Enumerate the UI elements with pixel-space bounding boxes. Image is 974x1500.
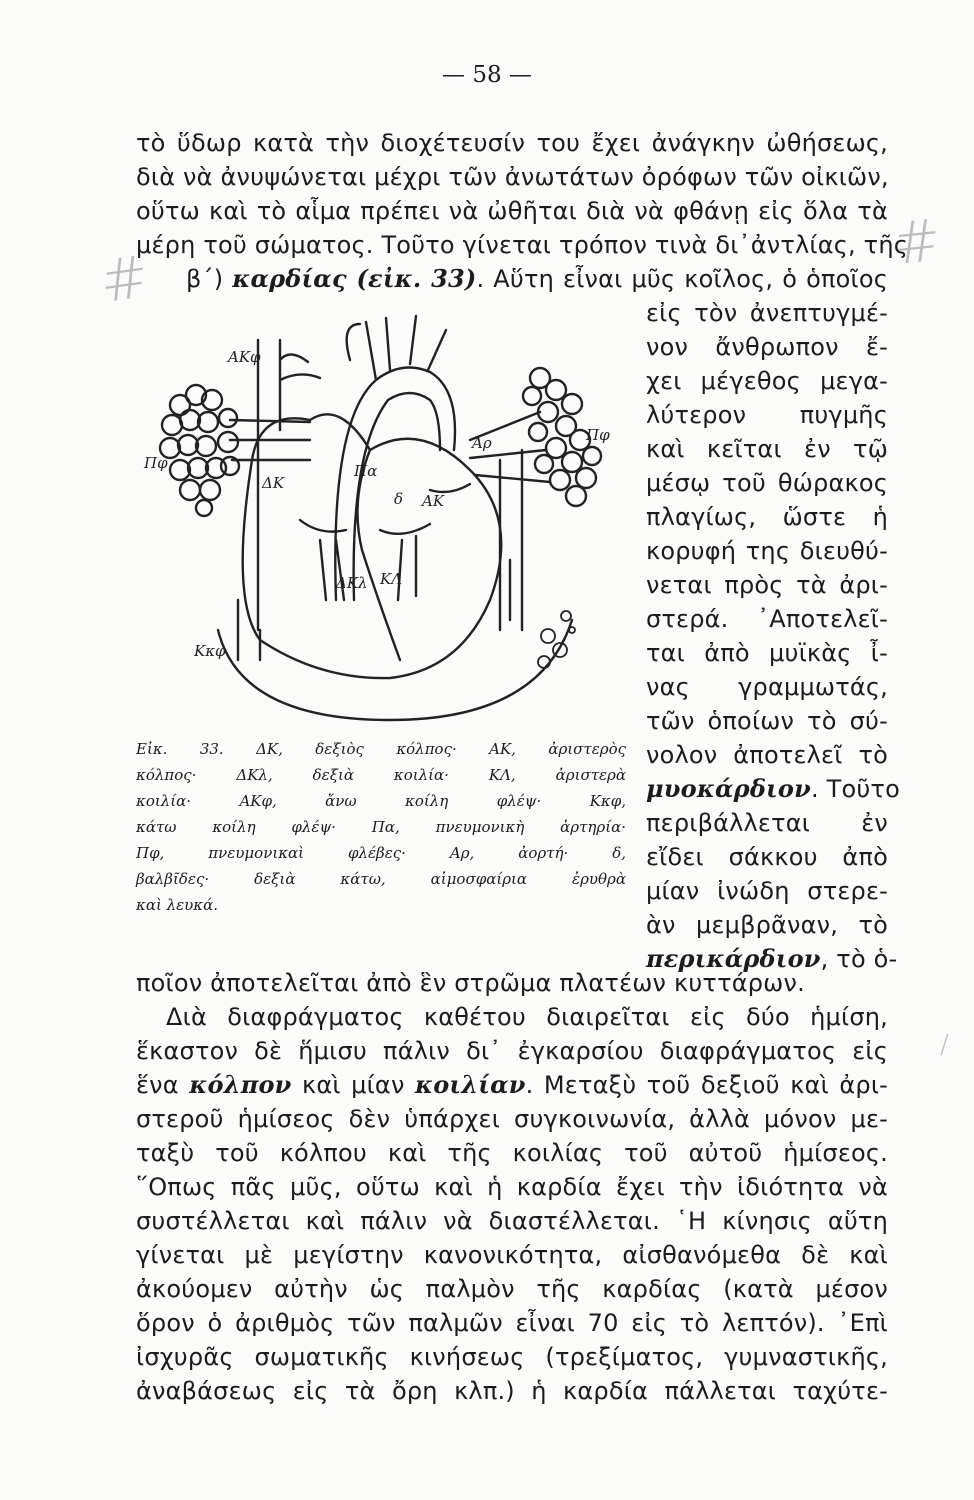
text-line: ἕκαστον δὲ ἥμισυ πάλιν δι᾽ ἐγκαρσίου διαφράγματος εἰς bbox=[136, 1037, 888, 1065]
figure-label: ΚΛ bbox=[380, 570, 403, 588]
text-line: γίνεται μὲ μεγίστην κανονικότητα, αἰσθανόμεθα δὲ καὶ bbox=[136, 1241, 888, 1269]
text-line: Διὰ διαφράγματος καθέτου διαιρεῖται εἰς δύο ἡμίση, bbox=[166, 1003, 888, 1031]
figure-label: ΑΚφ bbox=[228, 348, 261, 366]
text-line: τὸ ὕδωρ κατὰ τὴν διοχέτευσίν του ἔχει ἀνάγκην ὠθήσεως, bbox=[136, 129, 888, 157]
column-line bbox=[646, 772, 900, 806]
column-line: κορυφή της διευθύ- bbox=[646, 537, 888, 565]
text-span: καὶ μίαν bbox=[291, 1071, 416, 1099]
column-line: λύτερον πυγμῆς bbox=[646, 401, 888, 429]
column-line: νολον ἀποτελεῖ τὸ bbox=[646, 741, 888, 769]
caption-line: Πφ, πνευμονικαὶ φλέβες· Αρ, ἀορτή· δ, bbox=[136, 844, 626, 862]
column-line: στερά. ᾿Αποτελεῖ- bbox=[646, 605, 888, 633]
column-line: τῶν ὁποίων τὸ σύ- bbox=[646, 707, 888, 735]
text-line: οὕτω καὶ τὸ αἷμα πρέπει νὰ ὠθῆται διὰ νὰ φθάνῃ εἰς ὅλα τὰ bbox=[136, 197, 888, 225]
term-myokardion: μυοκάρδιον bbox=[646, 774, 811, 803]
column-line: ὰν μεμβρᾶναν, τὸ bbox=[646, 911, 888, 939]
column-line: νον ἄνθρωπον ἔ- bbox=[646, 333, 888, 361]
margin-mark-left: # bbox=[95, 241, 154, 317]
figure-label: ΔΚ bbox=[262, 474, 285, 492]
term-koilia: κοιλίαν bbox=[415, 1070, 526, 1099]
caption-line: βαλβῖδες· δεξιὰ κάτω, αἱμοσφαίρια ἐρυθρὰ bbox=[136, 870, 626, 888]
term-kardia: καρδίας (εἰκ. 33) bbox=[232, 264, 477, 293]
text-line: διὰ νὰ ἀνυψώνεται μέχρι τῶν ἀνωτάτων ὀρόφων τῶν οἰκιῶν, bbox=[136, 163, 889, 191]
text-line: στεροῦ ἡμίσεος δὲν ὑπάρχει συγκοινωνία, ἀλλὰ μόνον με- bbox=[136, 1105, 888, 1133]
column-line: νας γραμμωτάς, bbox=[646, 673, 888, 701]
figure-label: Πα bbox=[354, 462, 378, 480]
figure-label: ΑΚ bbox=[422, 492, 445, 510]
margin-mark-tick: / bbox=[940, 1030, 949, 1060]
text-line bbox=[186, 262, 888, 296]
text-line bbox=[136, 1068, 888, 1102]
blood-cells bbox=[538, 611, 575, 668]
figure-label: δ bbox=[394, 490, 404, 508]
text-line: ποῖον ἀποτελεῖται ἀπὸ ἓν στρῶμα πλατέων κυττάρων. bbox=[136, 969, 805, 997]
caption-line: Εἰκ. 33. ΔΚ, δεξιὸς κόλπος· ΑΚ, ἀριστερὸς bbox=[136, 740, 626, 758]
caption-line: κοιλία· ΑΚφ, ἄνω κοίλη φλέψ· Κκφ, bbox=[136, 792, 626, 810]
lung-left-cluster bbox=[160, 385, 239, 516]
text-line: συστέλλεται καὶ πάλιν νὰ διαστέλλεται. ῾Η κίνησις αὕτη bbox=[136, 1207, 888, 1235]
caption-line: κάτω κοίλη φλέψ· Πα, πνευμονικὴ ἀρτηρία· bbox=[136, 818, 626, 836]
figure-label: Αρ bbox=[472, 434, 492, 452]
column-line: εἰς τὸν ἀνεπτυγμέ- bbox=[646, 299, 888, 327]
caption-line: καὶ λευκά. bbox=[136, 896, 219, 914]
text-line: μέρη τοῦ σώματος. Τοῦτο γίνεται τρόπον τινὰ δι᾽ἀντλίας, τῆς bbox=[136, 231, 909, 259]
column-line: πλαγίως, ὥστε ἡ bbox=[646, 503, 888, 531]
column-line: ται ἀπὸ μυϊκὰς ἶ- bbox=[646, 639, 888, 667]
column-line: μίαν ἰνώδη στερε- bbox=[646, 877, 888, 905]
text-line: ἀναβάσεως εἰς τὰ ὄρη κλπ.) ἡ καρδία πάλλεται ταχύτε- bbox=[136, 1377, 888, 1405]
text-span: , τὸ ὁ- bbox=[820, 945, 898, 973]
figure-caption bbox=[136, 736, 626, 918]
column-line: μέσῳ τοῦ θώρακος bbox=[646, 469, 888, 497]
figure-label: Πφ bbox=[144, 454, 168, 472]
figure-label: Κκφ bbox=[194, 642, 226, 660]
margin-mark-right: # bbox=[888, 205, 945, 279]
text-span: ἕνα bbox=[136, 1071, 190, 1099]
text-span: . Μεταξὺ τοῦ δεξιοῦ καὶ ἀρι- bbox=[525, 1071, 889, 1099]
text-line: ῞Οπως πᾶς μῦς, οὕτω καὶ ἡ καρδία ἔχει τὴν ἰδιότητα νὰ bbox=[136, 1173, 888, 1201]
term-kolpos: κόλπον bbox=[189, 1070, 292, 1099]
column-line: χει μέγεθος μεγα- bbox=[646, 367, 888, 395]
heart-diagram bbox=[140, 300, 640, 730]
text-span: β΄) bbox=[186, 265, 233, 293]
text-line: ἰσχυρᾶς σωματικῆς κινήσεως (τρεξίματος, γυμναστικῆς, bbox=[136, 1343, 888, 1371]
caption-line: κόλπος· ΔΚλ, δεξιὰ κοιλία· ΚΛ, ἀριστερὰ bbox=[136, 766, 626, 784]
column-line: περιβάλλεται ἐν bbox=[646, 809, 888, 837]
text-line: ὅρον ὁ ἀριθμὸς τῶν παλμῶν εἶναι 70 εἰς τὸ λεπτόν). ᾿Επὶ bbox=[136, 1309, 888, 1337]
column-line: καὶ κεῖται ἐν τῷ bbox=[646, 435, 888, 463]
figure-label: ΔΚλ bbox=[336, 574, 368, 592]
term-perikardion: περικάρδιον bbox=[646, 944, 821, 973]
figure-label: Πφ bbox=[586, 426, 610, 444]
text-line: ἀκούομεν αὐτὴν ὡς παλμὸν τῆς καρδίας (κατὰ μέσον bbox=[136, 1275, 888, 1303]
text-span: . Αὕτη εἶναι μῦς κοῖλος, ὁ ὁποῖος bbox=[476, 265, 888, 293]
column-line: νεται πρὸς τὰ ἀρι- bbox=[646, 571, 888, 599]
page-number: — 58 — bbox=[442, 62, 532, 88]
text-line: ταξὺ τοῦ κόλπου καὶ τῆς κοιλίας τοῦ αὐτοῦ ἡμίσεος. bbox=[136, 1139, 888, 1167]
text-span: . Τοῦτο bbox=[810, 775, 900, 803]
column-line: εἴδει σάκκου ἀπὸ bbox=[646, 843, 888, 871]
